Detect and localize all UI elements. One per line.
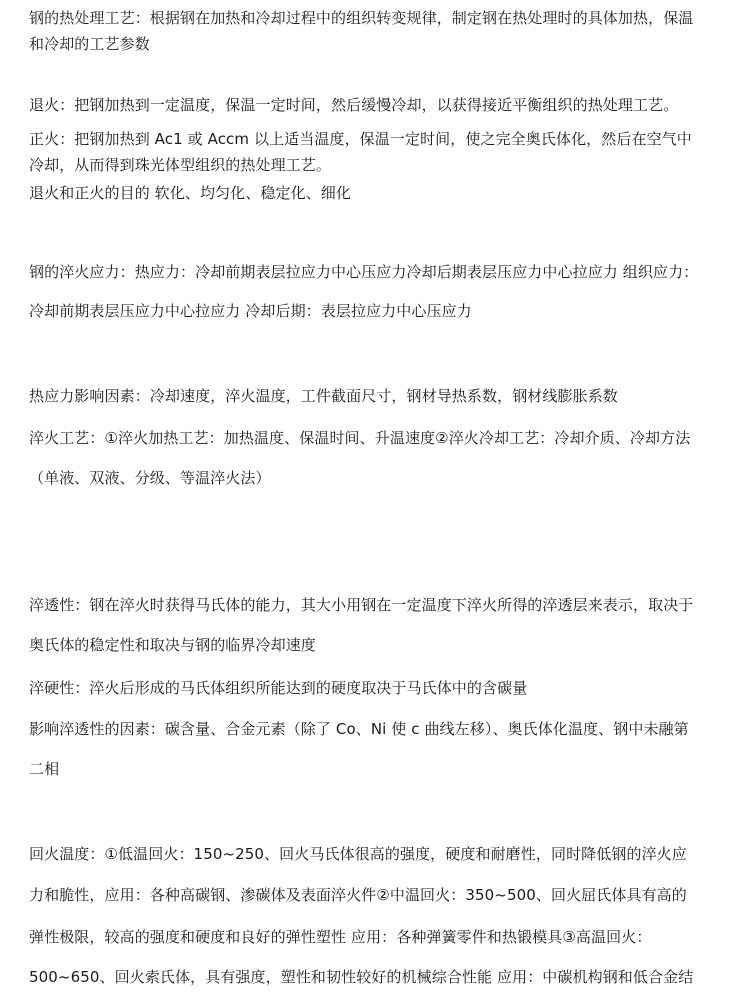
text-line-normalizing-1: 正火：把钢加热到 Ac1 或 Accm 以上适当温度，保温一定时间，使之完全奥氏体化，然后在空气中 [29,130,692,148]
text-line-factors-2: 二相 [29,760,60,778]
text-line-hardness: 淬硬性：淬火后形成的马氏体组织所能达到的硬度取决于马氏体中的含碳量 [29,679,528,697]
text-line-tempering-4: 500~650、回火索氏体，具有强度，塑性和韧性较好的机械综合性能 应用：中碳机构钢和低合金结 [29,968,694,986]
text-line-quench-stress-1: 钢的淬火应力：热应力：冷却前期表层拉应力中心压应力冷却后期表层压应力中心拉应力 组织应力： [29,263,699,281]
text-line-annealing: 退火：把钢加热到一定温度，保温一定时间，然后缓慢冷却，以获得接近平衡组织的热处理工艺。 [29,96,679,114]
text-line-tempering-1: 回火温度：①低温回火：150~250、回火马氏体很高的强度，硬度和耐磨性，同时降低钢的淬火应 [29,845,687,863]
text-line-tempering-2: 力和脆性，应用：各种高碳钢、渗碳体及表面淬火件②中温回火：350~500、回火屈氏体具有高的 [29,886,687,904]
text-line-thermal-stress-factors: 热应力影响因素：冷却速度，淬火温度，工件截面尺寸，钢材导热系数，钢材线膨胀系数 [29,387,618,405]
text-line-quench-stress-2: 冷却前期表层压应力中心拉应力 冷却后期：表层拉应力中心压应力 [29,302,472,320]
text-line-normalizing-2: 冷却，从而得到珠光体型组织的热处理工艺。 [29,156,332,174]
text-line-hardenability-2: 奥氏体的稳定性和取决与钢的临界冷却速度 [29,636,316,654]
text-line-tempering-3: 弹性极限，较高的强度和硬度和良好的弹性塑性 应用：各种弹簧零件和热锻模具③高温回火： [29,928,652,946]
text-line-hardenability-1: 淬透性：钢在淬火时获得马氏体的能力，其大小用钢在一定温度下淬火所得的淬透层来表示，取决于 [29,596,694,614]
text-line-factors-1: 影响淬透性的因素：碳含量、合金元素（除了 Co、Ni 使 c 曲线左移）、奥氏体化温度、钢中未融第 [29,720,689,738]
text-line-heat-treatment-def-2: 和冷却的工艺参数 [29,35,150,53]
text-line-quench-process-2: （单液、双液、分级、等温淬火法） [29,469,271,487]
text-line-purpose: 退火和正火的目的 软化、均匀化、稳定化、细化 [29,184,351,202]
text-line-heat-treatment-def-1: 钢的热处理工艺：根据钢在加热和冷却过程中的组织转变规律，制定钢在热处理时的具体加热，保温 [29,9,694,27]
text-line-quench-process-1: 淬火工艺：①淬火加热工艺：加热温度、保温时间、升温速度②淬火冷却工艺：冷却介质、冷却方法 [29,429,691,447]
